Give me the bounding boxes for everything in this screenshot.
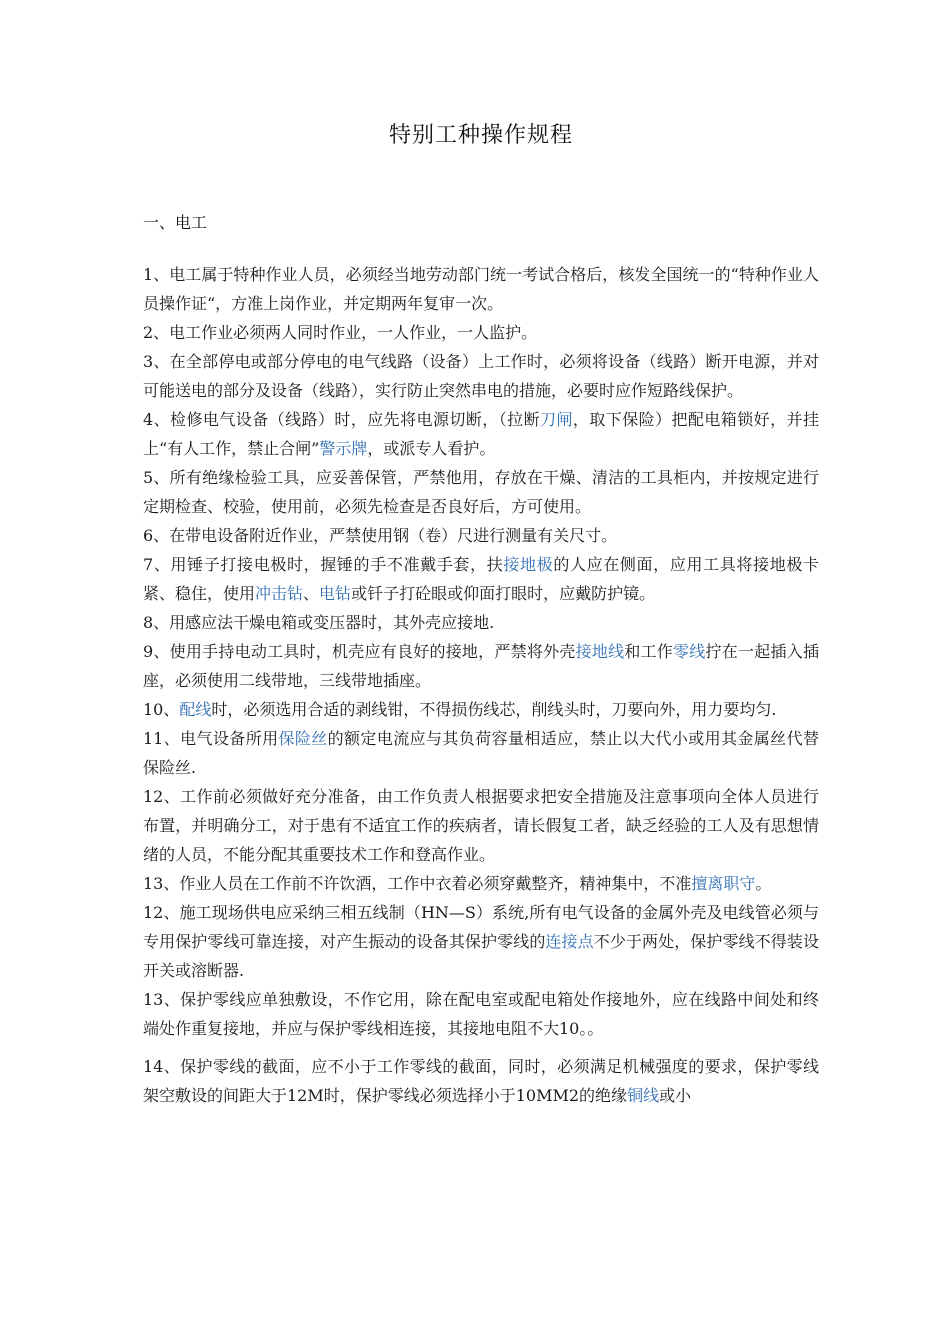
paragraph-text: ，或派专人看护。 (367, 439, 496, 458)
paragraph-text: 10、 (143, 700, 180, 719)
term-link[interactable]: 擅离职守 (691, 874, 756, 893)
term-link[interactable]: 铜线 (627, 1086, 660, 1105)
paragraph (143, 782, 819, 869)
paragraph-text: 9、使用手持电动工具时，机壳应有良好的接地，严禁将外壳 (143, 642, 576, 661)
paragraph-text: 7、用锤子打接电极时，握锤的手不准戴手套，扶 (143, 555, 504, 574)
paragraph-text: 12、工作前必须做好充分准备，由工作负责人根据要求把安全措施及注意事项向全体人员进行布置，并明确分工，对于患有不适宜工作的疾病者，请长假复工者，缺乏经验的工人及有思想情绪的人员，不能分配其重要技术工作和登高作业。 (143, 787, 819, 864)
paragraph-text: 或钎子打砼眼或仰面打眼时，应戴防护镜。 (351, 584, 656, 603)
paragraph (143, 550, 819, 608)
paragraph (143, 463, 819, 521)
paragraph (143, 260, 819, 318)
paragraph-text: 13、保护零线应单独敷设，不作它用，除在配电室或配电箱处作接地外，应在线路中间处和终端处作重复接地，并应与保护零线相连接，其接地电阻不大10。。 (143, 990, 819, 1038)
paragraph-text: ，取下保险）把配电箱锁好，并挂上“有人工作，禁止合闸” (143, 410, 819, 458)
term-link[interactable]: 保险丝 (278, 729, 328, 748)
term-link[interactable]: 接地极 (503, 555, 554, 574)
paragraph-text: 和工作 (624, 642, 674, 661)
paragraph-text: 4、检修电气设备（线路）时，应先将电源切断，（拉断 (143, 410, 541, 429)
term-link[interactable]: 警示牌 (319, 439, 368, 458)
term-link[interactable]: 接地线 (575, 642, 625, 661)
paragraph (143, 985, 819, 1043)
paragraph (143, 695, 819, 724)
paragraph-text: 3、在全部停电或部分停电的电气线路（设备）上工作时，必须将设备（线路）断开电源，并对可能送电的部分及设备（线路），实行防止突然串电的措施，必要时应作短路线保护。 (143, 352, 819, 400)
paragraph (143, 898, 819, 985)
paragraph (143, 318, 819, 347)
paragraph (143, 521, 819, 550)
paragraph (143, 608, 819, 637)
paragraph-text: 5、所有绝缘检验工具，应妥善保管，严禁他用，存放在干燥、清洁的工具柜内，并按规定进行定期检查、校验，使用前，必须先检查是否良好后，方可使用。 (143, 468, 819, 516)
paragraph-text: 的额定电流应与其负荷容量相适应，禁止以大代小或用其金属丝代替保险丝. (143, 729, 819, 777)
paragraph-text: 12、施工现场供电应采纳三相五线制（HN—S）系统,所有电气设备的金属外壳及电线管必须与专用保护零线可靠连接，对产生振动的设备其保护零线的 (143, 903, 819, 951)
paragraph-text: 的人应在侧面，应用工具将接地极卡紧、稳住，使用 (143, 555, 819, 603)
document-body (143, 260, 819, 1110)
paragraph-text: 11、电气设备所用 (143, 729, 279, 748)
paragraph (143, 405, 819, 463)
paragraph-text: 2、电工作业必须两人同时作业，一人作业，一人监护。 (143, 323, 538, 342)
paragraph-text: 时，必须选用合适的剥线钳，不得损伤线芯，削线头时，刀要向外，用力要均匀. (211, 700, 777, 719)
paragraph-text: 1、电工属于特种作业人员，必须经当地劳动部门统一考试合格后，核发全国统一的“特种作业人员操作证“，方准上岗作业，并定期两年复审一次。 (143, 265, 819, 313)
paragraph-text: 14、保护零线的截面，应不小于工作零线的截面，同时，必须满足机械强度的要求，保护零线架空敷设的间距大于12M时，保护零线必须选择小于10MM2的绝缘 (143, 1057, 819, 1105)
paragraph (143, 347, 819, 405)
paragraph-text: 。 (755, 874, 772, 893)
term-link[interactable]: 电钻 (319, 584, 352, 603)
paragraph-text: 不少于两处，保护零线不得装设开关或溶断器. (143, 932, 819, 980)
paragraph-text: 拧在一起插入插座，必须使用二线带地，三线带地插座。 (143, 642, 819, 690)
paragraph (143, 637, 819, 695)
term-link[interactable]: 零线 (673, 642, 706, 661)
paragraph-text: 或小 (659, 1086, 692, 1105)
paragraph-text: 8、用感应法干燥电箱或变压器时，其外壳应接地. (143, 613, 495, 632)
paragraph (143, 724, 819, 782)
page-title: 特别工种操作规程 (388, 123, 573, 148)
paragraph-text: 6、在带电设备附近作业，严禁使用钢（卷）尺进行测量有关尺寸。 (143, 526, 618, 545)
paragraph (143, 1052, 819, 1110)
term-link[interactable]: 配线 (179, 700, 212, 719)
paragraph-text: 13、作业人员在工作前不许饮酒，工作中衣着必须穿戴整齐，精神集中，不准 (143, 874, 692, 893)
term-link[interactable]: 刀闸 (540, 410, 573, 429)
section-heading: 一、电工 (143, 213, 208, 232)
term-link[interactable]: 连接点 (545, 932, 594, 951)
paragraph-text: 、 (303, 584, 320, 603)
term-link[interactable]: 冲击钻 (255, 584, 304, 603)
paragraph (143, 869, 819, 898)
